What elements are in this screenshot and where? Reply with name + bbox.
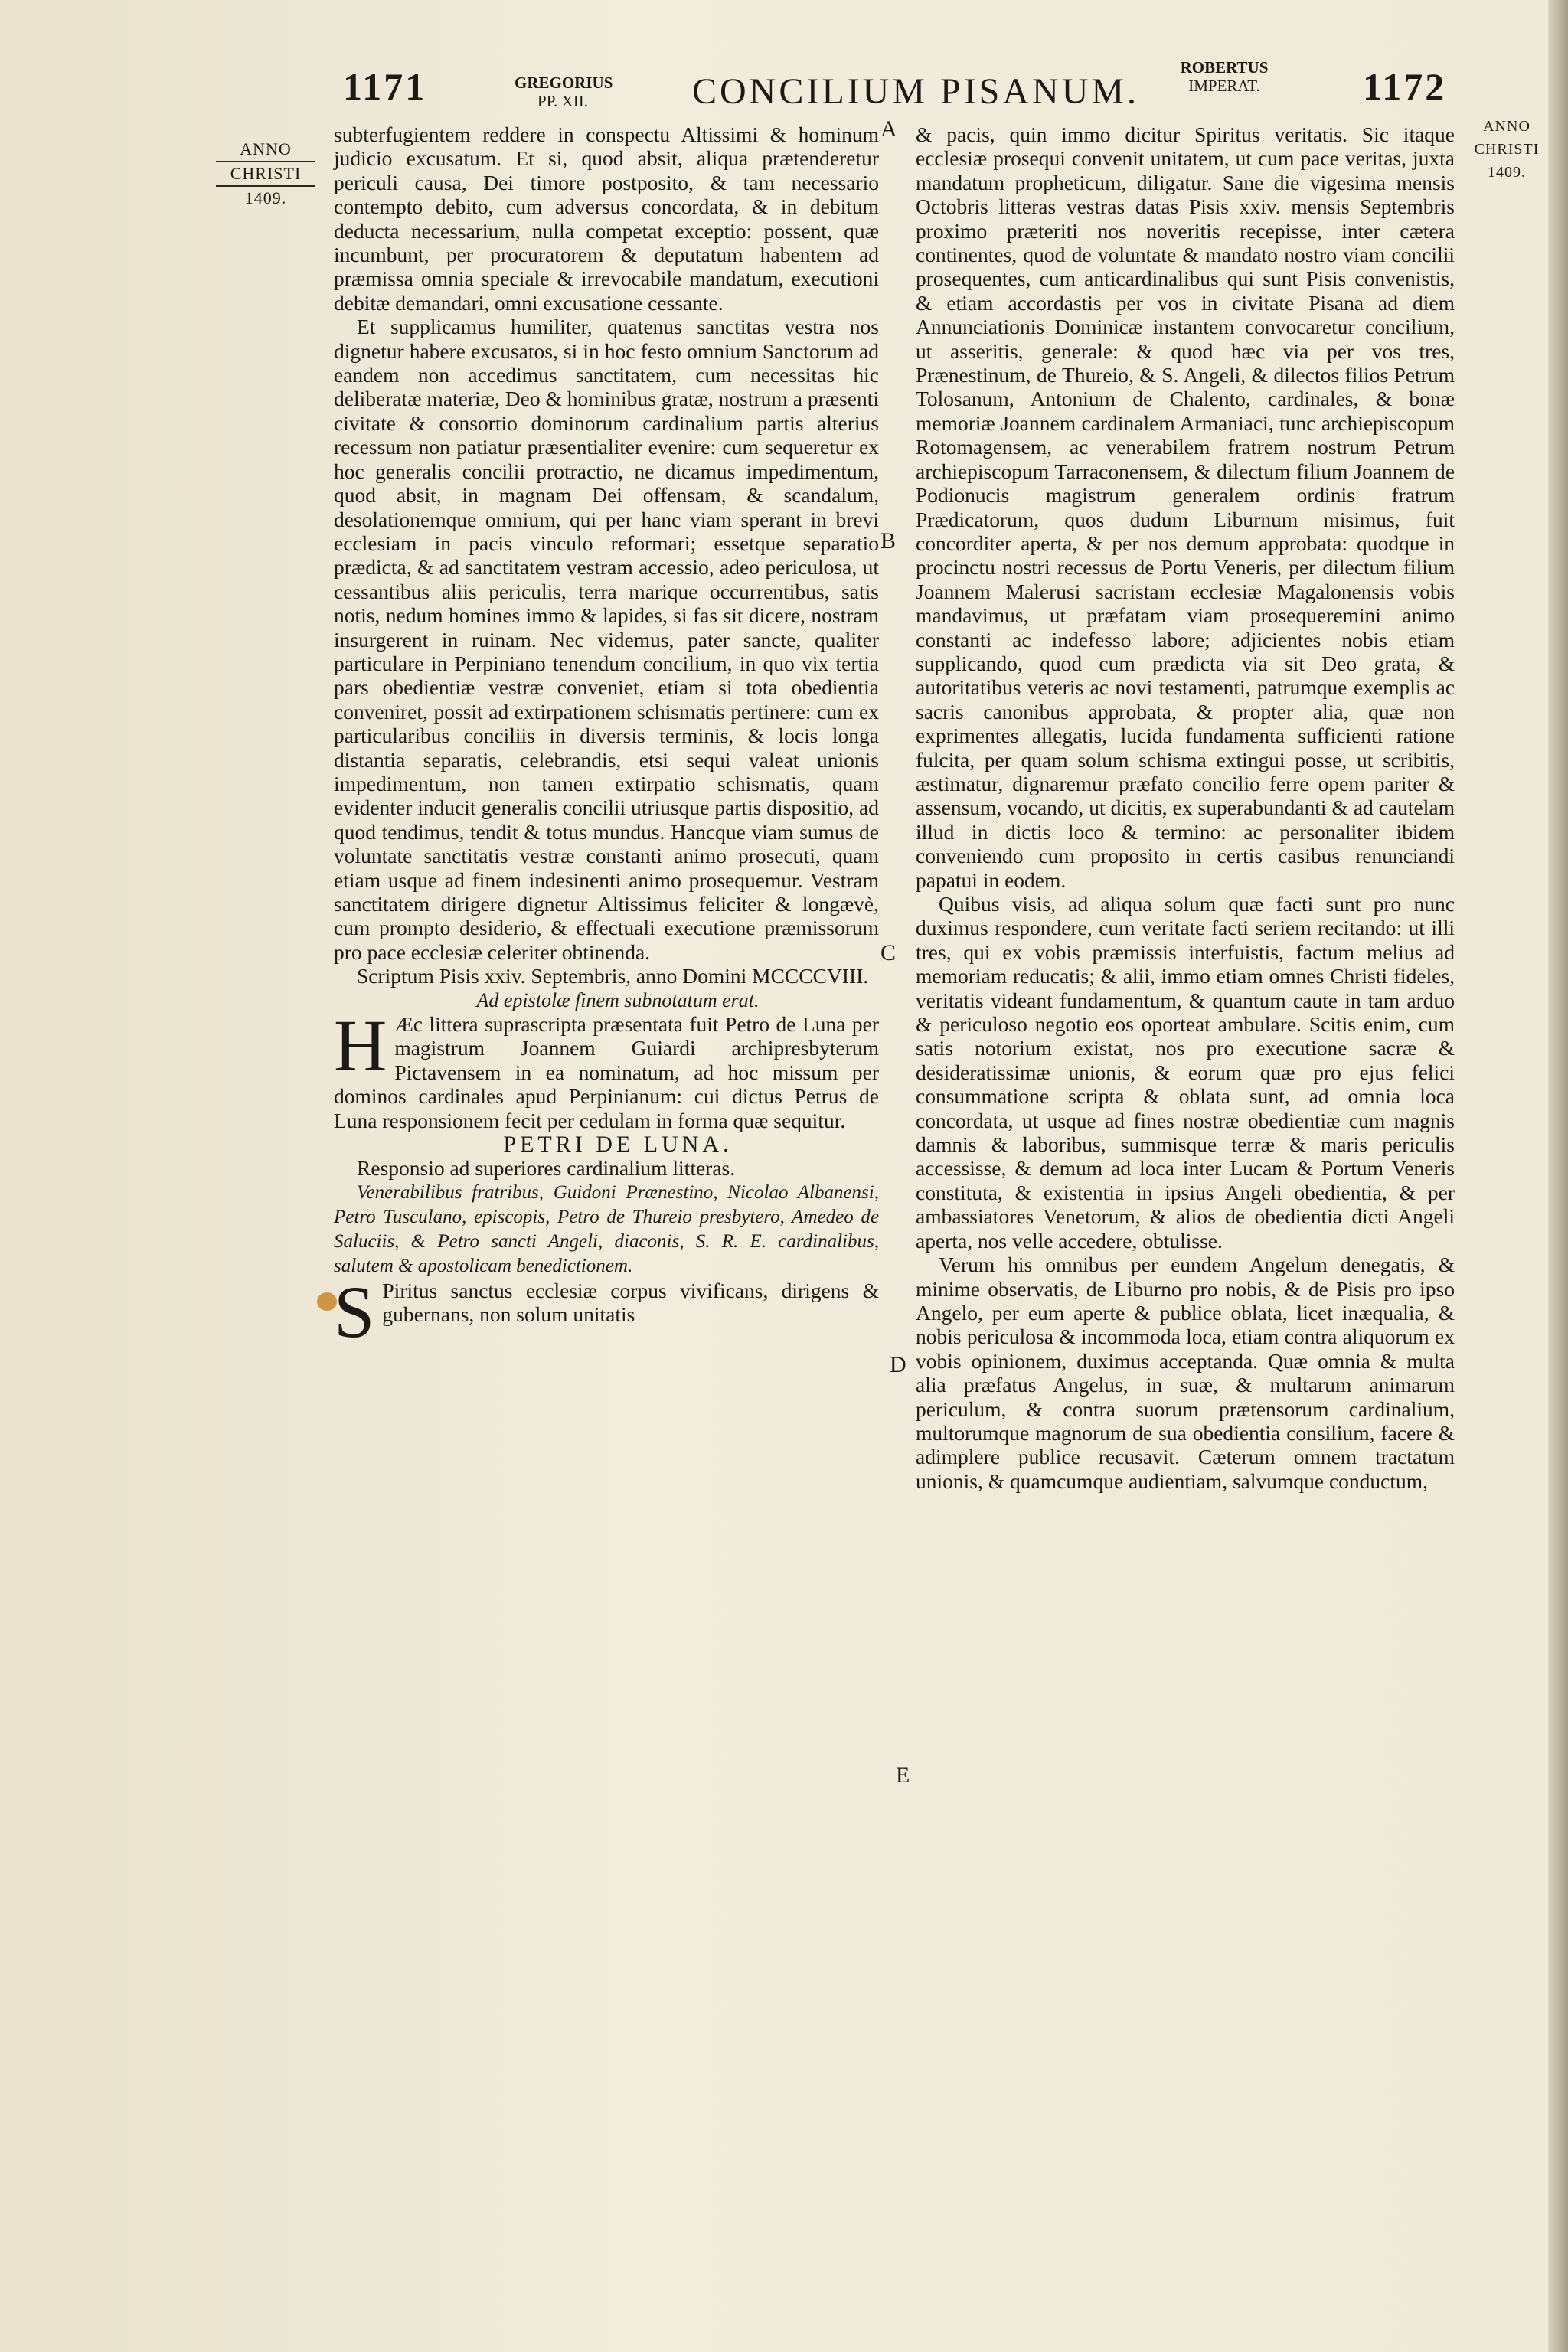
left-column [334,122,879,1353]
page-title: CONCILIUM PISANUM. [692,71,1140,112]
margin-anno-right: ANNO [1483,118,1530,135]
left-paragraph-5-text: Piritus sanctus ecclesiæ corpus vivificans, dirigens & gubernans, non solum unitatis [382,1278,879,1327]
margin-year-right [1470,115,1544,184]
running-head-right [1167,58,1282,95]
salutation: Venerabilibus fratribus, Guidoni Prænestino, Nicolao Albanensi, Petro Tusculano, episcopis, Petro de Thureio presbytero, Amedeo de Saluciis, & Petro sancti Angeli, diaconis, S. R. E. cardinalibus, salutem & apostolicam benedictionem. [334,1181,879,1276]
left-paragraph-2: Et supplicamus humiliter, quatenus sanctitas vestra nos dignetur habere excusatos, si in hoc festo omnium Sanctorum ad eandem non accedimus sanctitatem, cum necessitas hic deliberatæ materiæ, Deo & hominibus gratæ, nostrum a præsenti civitate & consortio dominorum cardinalium partis alterius recessum non patiatur præsentialiter evenire: cum sequeretur ex hoc generalis concilii protractio, ne dicamus impedimentum, quod absit, in magnam Dei offensam, & scandalum, desolationemque omnium, qui per hanc viam sperant in brevi ecclesiam in pacis vinculo reformari; essetque separatio prædicta, & ad sanctitatem vestram accessio, adeo periculosa, ut cessantibus aliis periculis, terra marique occurrentibus, satis notis, nedum homines immo & lapides, si fas sit dicere, nostram insurgerent in ruinam. Nec videmus, pater sancte, qualiter particulare in Perpiniano tenendum concilium, in quo vix tertia pars obedientiæ vestræ conveniet, etiam si tota obedientia conveniret, possit ad extirpationem schismatis pertinere: cum ex particularibus conciliis in diversis terminis, & locis longa distantia separatis, celebrandis, etsi sequi valeat unionis impedimentum, non tamen extirpatio schismatis, quam evidenter inducit generalis concilii utriusque partis dispositio, ad quod tendimus, tendit & totus mundus. Hancque viam sumus de voluntate sanctitatis vestræ constanti animo prosecuti, quam etiam usque ad finem indesinenti animo prosequemur. Vestram sanctitatem dirigere dignetur Altissimus feliciter & longævè, cum prompto desiderio, & effectuali executione præmissorum pro pace ecclesiæ celeriter obtinenda. [334,315,879,964]
section-heading: PETRI DE LUNA. [503,1132,733,1158]
left-paragraph-4 [334,1004,879,1132]
margin-anno-left: ANNO [216,138,315,162]
margin-year-left [216,138,315,210]
margin-letter-d: D [890,1352,906,1377]
drop-cap-s: S [334,1270,375,1353]
left-paragraph-1: subterfugientem reddere in conspectu Altissimi & hominum judicio excusatum. Et si, quod absit, aliqua prætenderetur periculi causa, Dei timore postposito, & tam necessario contempto debito, cum adversus concordata, & in debitum deducta necessarium, nulla competat exceptio: possent, quæ incumbunt, per procuratorem & deputatum habentem ad præmissa omnia speciale & irrevocabile mandatum, executioni debitæ demandari, omni excusatione cessante. [334,122,879,315]
right-paragraph-2: Quibus visis, ad aliqua solum quæ facti sunt pro nunc duximus respondere, cum veritate facti seriem recitando: ut illi tres, qui ex vobis præmissis interfuistis, factum melius ad memoriam reducatis; & alii, immo etiam omnes Christi fideles, veritatis videant fundamentum, & quantum caute in tam arduo & periculoso negotio eos oporteat ambulare. Scitis enim, cum satis notorium existat, nos pro executione sacræ & desideratissimæ unionis, & eorum quæ pro ejus felici consummatione scripta & oblata sunt, ad omnia loca concordata, ut usque ad fines nostræ obedientiæ cum magnis damnis & laboribus, summisque terræ & maris periculis accessisse, & demum ad loca inter Lucam & Portum Veneris constituta, & existentia in ipsius Angeli obedientia, & per ambassiatores Venetorum, & alios de obedientia dicti Angeli aperta, nos velle accedere, obtulisse. [916,892,1455,1253]
response-title: Responsio ad superiores cardinalium litteras. [357,1156,736,1181]
left-paragraph-4-text: Æc littera suprascripta præsentata fuit Petro de Luna per magistrum Joannem Guiardi archipresbyterum Pictavensem in ea nominatum, ad hoc missum per dominos cardinales apud Perpinianum: cui dictus Petrus de Luna responsionem fecit per cedulam in forma quæ sequitur. [334,1012,879,1132]
margin-letter-a: A [880,116,897,142]
running-head-left-line1: GREGORIUS [514,74,613,92]
page-number-left: 1171 [343,65,427,108]
margin-letter-b: B [880,528,897,554]
running-head-right-line1: ROBERTUS [1180,58,1269,77]
drop-cap-h: H [334,1004,387,1087]
page-number-right: 1172 [1363,65,1447,108]
binding-gutter [1548,0,1568,2352]
margin-year-right-value: 1409. [1488,164,1526,181]
margin-christi-left: CHRISTI [216,162,315,187]
right-column [916,122,1455,1493]
running-head-left-line2: PP. XII. [537,92,588,110]
margin-christi-right: CHRISTI [1474,141,1540,158]
margin-letter-e: E [896,1762,910,1788]
left-paragraph-3: Scriptum Pisis xxiv. Septembris, anno Domini MCCCCVIII. [357,964,869,988]
right-paragraph-3: Verum his omnibus per eundem Angelum denegatis, & minime observatis, de Liburno pro nobis, & de Pisis pro ipso Angelo, per eum aperte & publice oblata, licet inæqualia, & nobis periculosa & incommoda loca, etiam contra aliquorum ex vobis opinionem, duximus acceptanda. Quæ omnia & multa alia præfatus Angelus, in suæ, & multarum animarum periculum, & contra suorum prætensorum cardinalium, multorumque magnorum de sua obedientia consilium, facere & adimplere publice recusavit. Cæterum omnem tractatum unionis, & quamcumque audientiam, salvumque conductum, [916,1253,1455,1493]
right-paragraph-1: & pacis, quin immo dicitur Spiritus veritatis. Sic itaque ecclesiæ prosequi convenit unitatem, ut cum pace veritas, juxta mandatum propheticum, diligatur. Sane die vigesima mensis Octobris litteras vestras datas Pisis xxiv. mensis Septembris proximo præteriti nos noveritis recepisse, inter cætera continentes, quod de voluntate & mandato nostro viam concilii prosequentes, cum anticardinalibus qui sunt Pisis convenistis, & etiam accordastis per vos in civitate Pisana ad diem Annunciationis Dominicæ instantem convocaretur concilium, ut asseritis, generale: & quod hæc via per vos tres, Prænestinum, de Thureio, & S. Angeli, & dilectos filios Petrum Tolosanum, Antonium de Chalento, cardinales, & bonæ memoriæ Joannem cardinalem Armaniaci, tunc archiepiscopum Rotomagensem, ac venerabilem fratrem nostrum Petrum archiepiscopum Tarraconensem, & dilectum filium Joannem de Podionucis magistrum generalem ordinis fratrum Prædicatorum, quos dudum Liburnum misimus, fuit concorditer aperta, & per nos demum approbata: quodque in procinctu nostri recessus de Portu Veneris, per dilectum filium Joannem Malerusi sacristam ecclesiæ Magalonensis vobis mandavimus, ut præfatam viam prosequeremini animo constanti ac indefesso labore; adjicientes nobis etiam supplicando, quod cum prædicta via sit Deo grata, & autoritatibus veteris ac novi testamenti, patrumque exemplis ac sacris canonibus approbata, & propter alia, quæ non exprimentes allegatis, lucida fundamenta sufficienti ratione fulcita, per quam solum schisma extingui posse, ut scribitis, æstimatur, dignaremur præfato concilio ferre opem pariter & assensum, vocando, ut dicitis, ex superabundanti & ad cautelam illud in dictis loco & termino: ac personaliter ibidem conveniendo cum proposito in certis casibus renunciandi papatui in eodem. [916,122,1455,892]
postscript-note: Ad epistolæ finem subnotatum erat. [476,988,760,1011]
running-head-left [514,74,611,110]
margin-year-left-value: 1409. [244,188,287,207]
left-paragraph-5 [334,1270,879,1353]
running-head-right-line2: IMPERAT. [1188,77,1260,95]
margin-letter-c: C [880,940,897,965]
